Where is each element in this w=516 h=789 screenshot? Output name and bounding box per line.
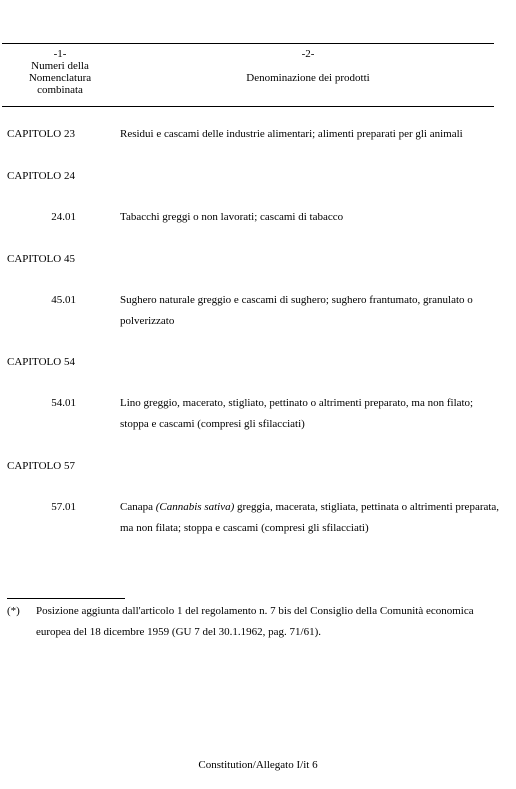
product-description: Sughero naturale greggio e cascami di sughero; sughero frantumato, granulato o polverizzato — [120, 294, 473, 327]
nomenclature-code: 45.01 — [51, 294, 76, 306]
description-text: Canapa — [120, 501, 156, 513]
column-2-number: -2- — [301, 48, 315, 60]
product-description: Residui e cascami delle industrie alimentari; alimenti preparati per gli animali — [120, 128, 463, 140]
column-1-header — [20, 48, 100, 96]
product-description: Tabacchi greggi o non lavorati; cascami di tabacco — [120, 211, 344, 223]
column-1-label-line: combinata — [37, 84, 83, 96]
footnote-text: Posizione aggiunta dall'articolo 1 del regolamento n. 7 bis del Consiglio della Comunità economica europea del 18 dicembre 1959 (GU 7 del 30.1.1962, pag. 71/61). — [36, 605, 474, 638]
description-text: greggia, macerata, stigliata, pettinata o altrimenti preparata, ma non filata; stoppa e cascami (compresi gli sfilacciati) — [120, 501, 500, 534]
footnote-mark: (*) — [7, 605, 20, 617]
header-bottom-rule — [2, 106, 494, 107]
chapter-heading: CAPITOLO 57 — [7, 460, 75, 472]
column-2-header — [158, 48, 458, 84]
botanical-name: (Cannabis sativa) — [155, 501, 235, 513]
column-1-number: -1- — [53, 48, 67, 60]
nomenclature-code: 24.01 — [51, 211, 76, 223]
nomenclature-code: 57.01 — [51, 501, 76, 513]
column-1-label-line: Nomenclatura — [28, 72, 92, 84]
column-2-label: Denominazione dei prodotti — [246, 72, 370, 84]
product-description — [120, 497, 500, 539]
chapter-heading: CAPITOLO 23 — [7, 128, 75, 140]
column-1-label-line: Numeri della — [31, 60, 89, 72]
product-description: Lino greggio, macerato, stigliato, pettinato o altrimenti preparato, ma non filato; stoppa e cascami (compresi gli sfilacciati) — [120, 397, 474, 430]
footnote-rule — [7, 598, 125, 599]
nomenclature-code: 54.01 — [51, 397, 76, 409]
chapter-heading: CAPITOLO 24 — [7, 170, 75, 182]
header-top-rule — [2, 43, 494, 44]
chapter-heading: CAPITOLO 45 — [7, 253, 75, 265]
chapter-heading: CAPITOLO 54 — [7, 356, 75, 368]
page-footer: Constitution/Allegato I/it 6 — [198, 759, 318, 771]
